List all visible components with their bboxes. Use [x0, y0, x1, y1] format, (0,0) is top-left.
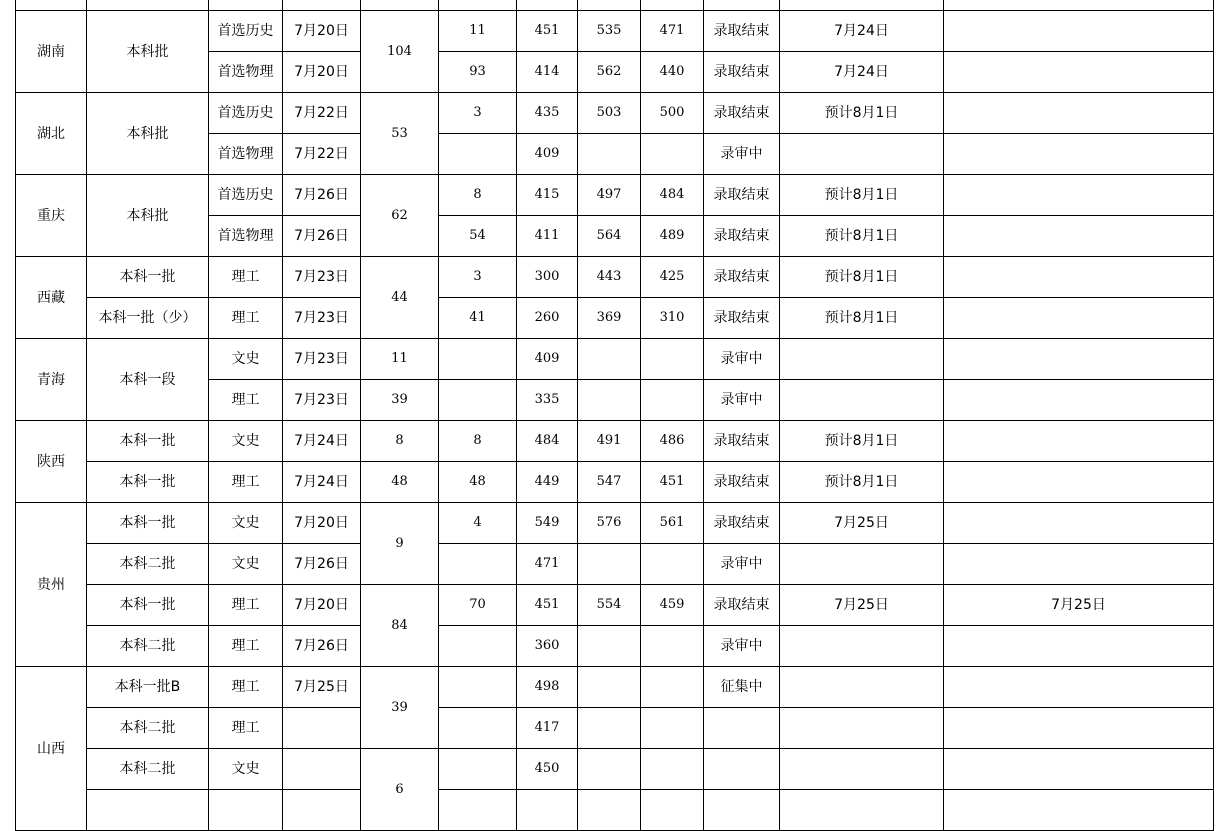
notify-date-cell: 7月24日	[780, 11, 944, 52]
plan-cell: 62	[361, 175, 439, 257]
score-cell: 451	[517, 11, 578, 52]
province-cell: 湖北	[16, 93, 87, 175]
batch-cell: 本科批	[87, 175, 209, 257]
last-cell	[944, 11, 1214, 52]
notify-date-cell	[780, 544, 944, 585]
count-cell: 41	[439, 298, 517, 339]
count-cell	[439, 380, 517, 421]
score-cell	[641, 708, 704, 749]
count-cell: 8	[439, 421, 517, 462]
score-cell: 443	[578, 257, 641, 298]
score-cell: 417	[517, 708, 578, 749]
score-cell	[641, 339, 704, 380]
score-cell: 500	[641, 93, 704, 134]
score-cell: 300	[517, 257, 578, 298]
score-cell: 415	[517, 175, 578, 216]
count-cell	[439, 339, 517, 380]
score-cell	[641, 749, 704, 790]
date-cell: 7月23日	[283, 380, 361, 421]
date-cell	[283, 708, 361, 749]
date-cell: 7月24日	[283, 462, 361, 503]
score-cell	[578, 339, 641, 380]
notify-date-cell	[780, 380, 944, 421]
subject-cell: 首选历史	[209, 93, 283, 134]
table-row	[16, 708, 1214, 749]
score-cell: 369	[578, 298, 641, 339]
last-cell	[944, 544, 1214, 585]
score-cell: 564	[578, 216, 641, 257]
status-cell: 录取结束	[704, 298, 780, 339]
notify-date-cell: 预计8月1日	[780, 421, 944, 462]
last-cell	[944, 667, 1214, 708]
score-cell: 409	[517, 339, 578, 380]
batch-cell: 本科一批（少）	[87, 298, 209, 339]
batch-cell: 本科一批	[87, 421, 209, 462]
count-cell	[439, 749, 517, 790]
last-cell	[944, 749, 1214, 790]
batch-cell: 本科一批	[87, 462, 209, 503]
score-cell: 451	[517, 585, 578, 626]
count-cell	[439, 626, 517, 667]
score-cell: 497	[578, 175, 641, 216]
status-cell: 录取结束	[704, 52, 780, 93]
plan-cell: 11	[361, 339, 439, 380]
subject-cell: 理工	[209, 585, 283, 626]
plan-cell: 104	[361, 11, 439, 93]
notify-date-cell: 预计8月1日	[780, 175, 944, 216]
status-cell: 征集中	[704, 667, 780, 708]
status-cell: 录审中	[704, 380, 780, 421]
admission-table	[15, 0, 1214, 831]
subject-cell: 理工	[209, 298, 283, 339]
notify-date-cell: 7月25日	[780, 585, 944, 626]
count-cell: 3	[439, 257, 517, 298]
count-cell: 3	[439, 93, 517, 134]
plan-cell: 44	[361, 257, 439, 339]
score-cell: 576	[578, 503, 641, 544]
subject-cell: 理工	[209, 708, 283, 749]
count-cell: 54	[439, 216, 517, 257]
last-cell	[944, 626, 1214, 667]
status-cell: 录取结束	[704, 421, 780, 462]
score-cell	[578, 380, 641, 421]
score-cell: 409	[517, 134, 578, 175]
last-cell	[944, 708, 1214, 749]
date-cell: 7月26日	[283, 544, 361, 585]
table-row	[16, 503, 1214, 544]
score-cell	[578, 544, 641, 585]
province-cell: 重庆	[16, 175, 87, 257]
score-cell	[641, 626, 704, 667]
score-cell: 471	[517, 544, 578, 585]
notify-date-cell	[780, 134, 944, 175]
last-cell	[944, 421, 1214, 462]
status-cell: 录取结束	[704, 175, 780, 216]
score-cell: 435	[517, 93, 578, 134]
last-cell	[944, 52, 1214, 93]
batch-cell: 本科一批	[87, 585, 209, 626]
score-cell: 451	[641, 462, 704, 503]
table-row	[16, 339, 1214, 380]
notify-date-cell	[780, 708, 944, 749]
subject-cell: 理工	[209, 380, 283, 421]
score-cell	[578, 708, 641, 749]
score-cell: 554	[578, 585, 641, 626]
province-cell: 西藏	[16, 257, 87, 339]
score-cell: 471	[641, 11, 704, 52]
notify-date-cell	[780, 339, 944, 380]
score-cell: 489	[641, 216, 704, 257]
notify-date-cell: 7月24日	[780, 52, 944, 93]
status-cell: 录审中	[704, 626, 780, 667]
score-cell: 335	[517, 380, 578, 421]
notify-date-cell	[780, 749, 944, 790]
score-cell: 491	[578, 421, 641, 462]
score-cell: 484	[641, 175, 704, 216]
table-row	[16, 93, 1214, 134]
subject-cell: 首选物理	[209, 52, 283, 93]
count-cell: 11	[439, 11, 517, 52]
score-cell: 549	[517, 503, 578, 544]
score-cell: 535	[578, 11, 641, 52]
batch-cell: 本科二批	[87, 626, 209, 667]
status-cell: 录审中	[704, 134, 780, 175]
date-cell: 7月26日	[283, 626, 361, 667]
score-cell	[641, 134, 704, 175]
subject-cell: 理工	[209, 462, 283, 503]
date-cell: 7月20日	[283, 503, 361, 544]
notify-date-cell	[780, 626, 944, 667]
status-cell: 录取结束	[704, 216, 780, 257]
last-cell	[944, 380, 1214, 421]
score-cell: 498	[517, 667, 578, 708]
subject-cell: 首选历史	[209, 11, 283, 52]
count-cell	[439, 544, 517, 585]
table-row	[16, 667, 1214, 708]
table-row	[16, 462, 1214, 503]
subject-cell: 文史	[209, 503, 283, 544]
date-cell	[283, 749, 361, 790]
plan-cell: 53	[361, 93, 439, 175]
date-cell: 7月23日	[283, 257, 361, 298]
batch-cell: 本科二批	[87, 544, 209, 585]
score-cell: 440	[641, 52, 704, 93]
province-cell: 青海	[16, 339, 87, 421]
notify-date-cell: 预计8月1日	[780, 462, 944, 503]
plan-cell: 48	[361, 462, 439, 503]
table-row	[16, 749, 1214, 790]
date-cell: 7月26日	[283, 175, 361, 216]
date-cell: 7月26日	[283, 216, 361, 257]
score-cell	[578, 667, 641, 708]
subject-cell: 文史	[209, 421, 283, 462]
table-row	[16, 421, 1214, 462]
score-cell: 360	[517, 626, 578, 667]
batch-cell: 本科批	[87, 93, 209, 175]
score-cell: 547	[578, 462, 641, 503]
province-cell: 贵州	[16, 503, 87, 667]
count-cell: 70	[439, 585, 517, 626]
count-cell	[439, 708, 517, 749]
table-row	[16, 11, 1214, 52]
subject-cell: 理工	[209, 626, 283, 667]
score-cell: 425	[641, 257, 704, 298]
table-row	[16, 0, 1214, 11]
score-cell: 260	[517, 298, 578, 339]
plan-cell: 9	[361, 503, 439, 585]
notify-date-cell: 预计8月1日	[780, 298, 944, 339]
score-cell: 562	[578, 52, 641, 93]
score-cell	[578, 626, 641, 667]
status-cell: 录取结束	[704, 257, 780, 298]
score-cell: 484	[517, 421, 578, 462]
status-cell	[704, 749, 780, 790]
province-cell: 山西	[16, 667, 87, 831]
score-cell	[641, 667, 704, 708]
last-cell	[944, 257, 1214, 298]
batch-cell: 本科一批	[87, 503, 209, 544]
score-cell: 449	[517, 462, 578, 503]
notify-date-cell: 预计8月1日	[780, 216, 944, 257]
plan-cell: 39	[361, 380, 439, 421]
status-cell: 录取结束	[704, 585, 780, 626]
score-cell: 503	[578, 93, 641, 134]
batch-cell: 本科一批B	[87, 667, 209, 708]
date-cell: 7月23日	[283, 298, 361, 339]
batch-cell: 本科一段	[87, 339, 209, 421]
table-row	[16, 790, 1214, 831]
last-cell	[944, 462, 1214, 503]
date-cell: 7月22日	[283, 93, 361, 134]
batch-cell: 本科一批	[87, 257, 209, 298]
score-cell: 561	[641, 503, 704, 544]
status-cell: 录取结束	[704, 462, 780, 503]
score-cell: 411	[517, 216, 578, 257]
count-cell: 8	[439, 175, 517, 216]
score-cell: 414	[517, 52, 578, 93]
date-cell: 7月20日	[283, 52, 361, 93]
score-cell	[578, 749, 641, 790]
batch-cell: 本科批	[87, 11, 209, 93]
table-row	[16, 626, 1214, 667]
table-row	[16, 175, 1214, 216]
batch-cell: 本科二批	[87, 708, 209, 749]
subject-cell: 文史	[209, 544, 283, 585]
notify-date-cell: 预计8月1日	[780, 93, 944, 134]
score-cell: 310	[641, 298, 704, 339]
score-cell: 459	[641, 585, 704, 626]
count-cell	[439, 134, 517, 175]
last-cell	[944, 93, 1214, 134]
province-cell: 湖南	[16, 11, 87, 93]
notify-date-cell: 预计8月1日	[780, 257, 944, 298]
date-cell: 7月22日	[283, 134, 361, 175]
status-cell: 录取结束	[704, 11, 780, 52]
province-cell: 陕西	[16, 421, 87, 503]
table-row	[16, 298, 1214, 339]
score-cell	[641, 544, 704, 585]
count-cell: 93	[439, 52, 517, 93]
date-cell: 7月23日	[283, 339, 361, 380]
score-cell	[641, 380, 704, 421]
plan-cell: 84	[361, 585, 439, 667]
count-cell: 4	[439, 503, 517, 544]
subject-cell: 文史	[209, 339, 283, 380]
last-cell	[944, 134, 1214, 175]
last-cell	[944, 175, 1214, 216]
subject-cell: 首选物理	[209, 134, 283, 175]
last-cell	[944, 216, 1214, 257]
plan-cell: 8	[361, 421, 439, 462]
status-cell: 录审中	[704, 339, 780, 380]
status-cell: 录审中	[704, 544, 780, 585]
date-cell: 7月20日	[283, 585, 361, 626]
score-cell: 450	[517, 749, 578, 790]
date-cell: 7月20日	[283, 11, 361, 52]
batch-cell: 本科二批	[87, 749, 209, 790]
subject-cell: 文史	[209, 749, 283, 790]
notify-date-cell: 7月25日	[780, 503, 944, 544]
table-row	[16, 544, 1214, 585]
subject-cell: 首选物理	[209, 216, 283, 257]
last-cell	[944, 503, 1214, 544]
date-cell: 7月24日	[283, 421, 361, 462]
last-cell	[944, 298, 1214, 339]
status-cell: 录取结束	[704, 93, 780, 134]
subject-cell: 理工	[209, 667, 283, 708]
score-cell	[578, 134, 641, 175]
table-row	[16, 257, 1214, 298]
status-cell	[704, 708, 780, 749]
notify-date-cell	[780, 667, 944, 708]
plan-cell: 39	[361, 667, 439, 749]
date-cell: 7月25日	[283, 667, 361, 708]
score-cell: 486	[641, 421, 704, 462]
count-cell: 48	[439, 462, 517, 503]
count-cell	[439, 667, 517, 708]
status-cell: 录取结束	[704, 503, 780, 544]
subject-cell: 首选历史	[209, 175, 283, 216]
last-cell: 7月25日	[944, 585, 1214, 626]
last-cell	[944, 339, 1214, 380]
subject-cell: 理工	[209, 257, 283, 298]
table-row	[16, 585, 1214, 626]
plan-cell: 6	[361, 749, 439, 831]
